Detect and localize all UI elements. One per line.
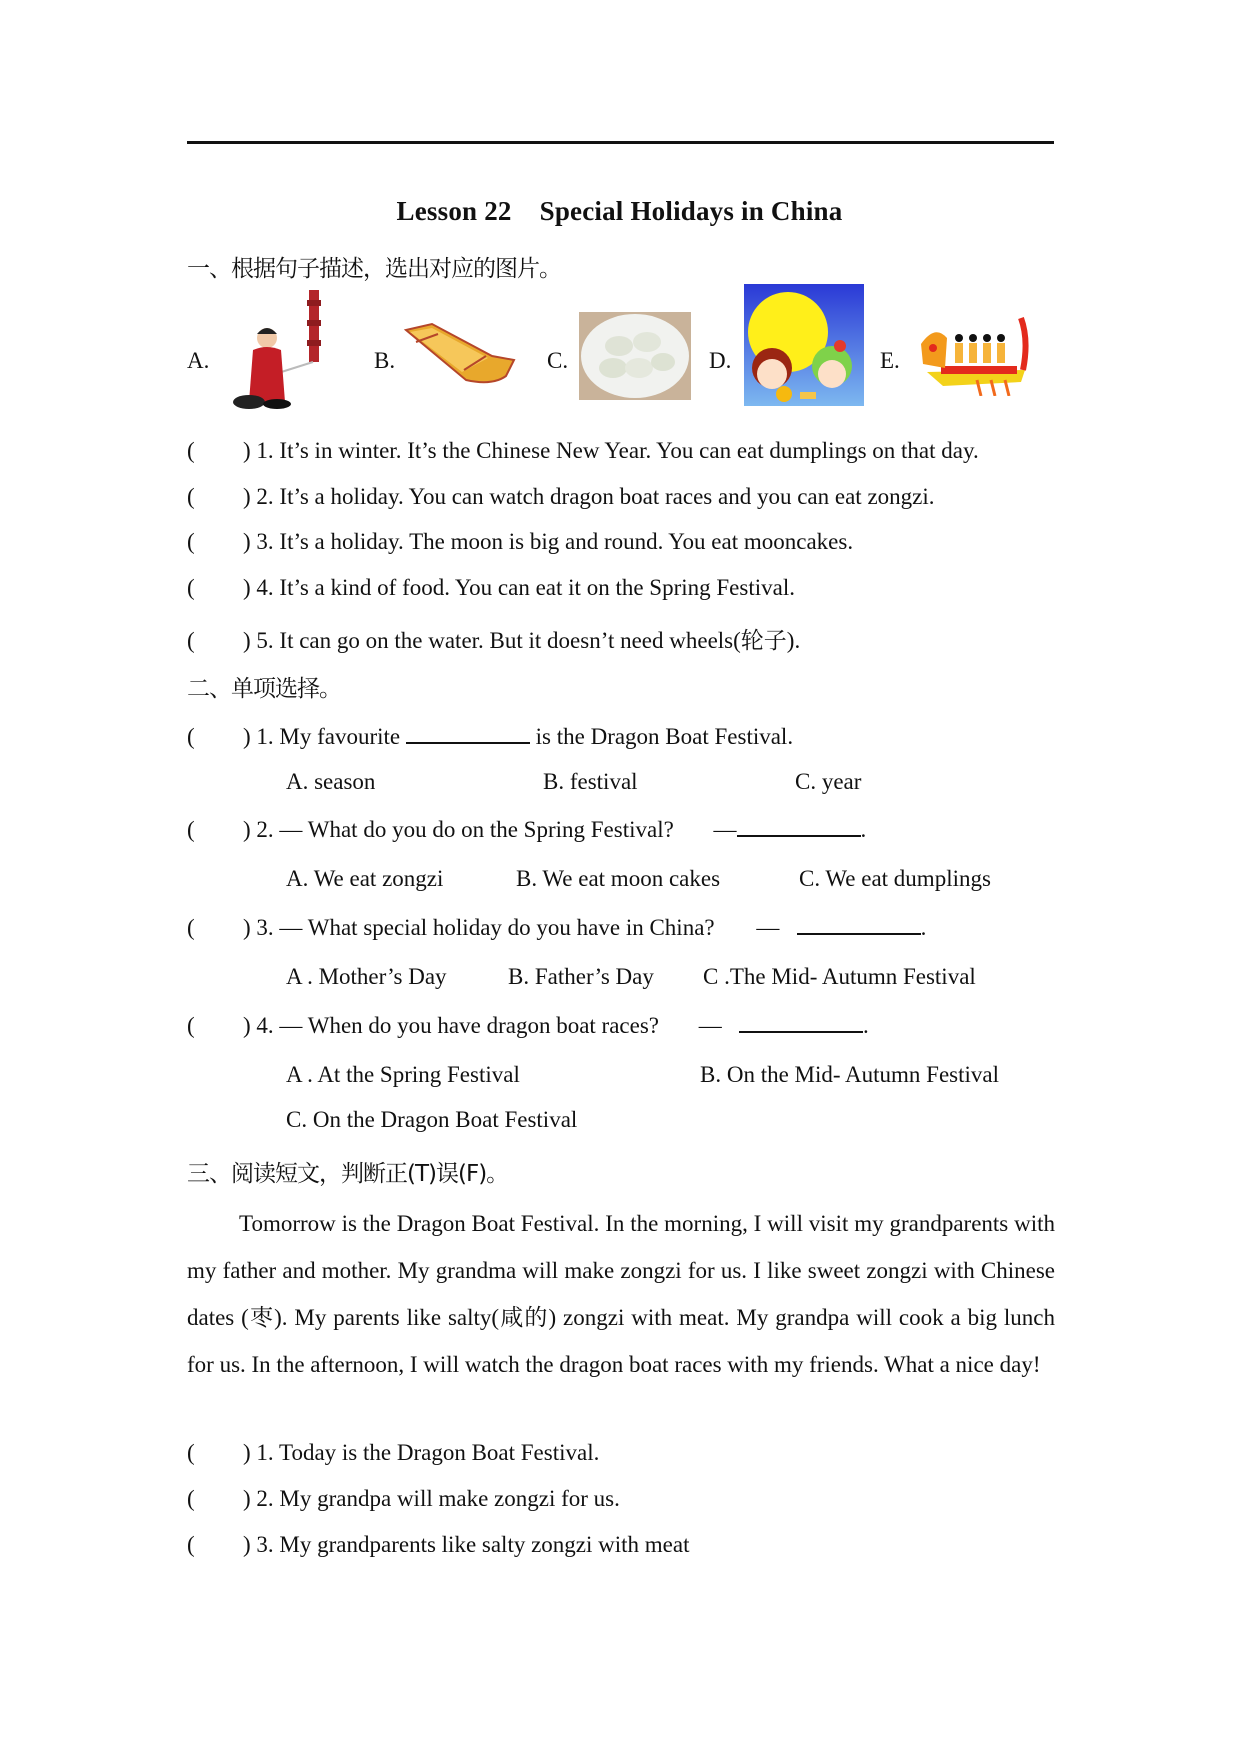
picture-label-b: B. [374,348,396,373]
dragon-boat-race-icon [917,314,1032,396]
tf-item: ( ) 2. My grandpa will make zongzi for us. [187,1486,620,1511]
mc-question: ( ) 1. My favourite is the Dragon Boat Festival. [187,724,794,749]
picture-label-c: C. [547,348,569,373]
option-b: B. On the Mid- Autumn Festival [700,1062,999,1087]
option-b: B. Father’s Day [508,964,654,989]
option-c: C. We eat dumplings [799,866,991,891]
answer-blank[interactable] [737,815,861,837]
option-a: A . Mother’s Day [286,964,447,989]
option-a: A. We eat zongzi [286,866,444,891]
match-item: ( ) 4. It’s a kind of food. You can eat it on the Spring Festival. [187,575,795,600]
option-c: C .The Mid- Autumn Festival [703,964,976,989]
title-lesson: Lesson 22 [396,196,512,226]
mc-question: ( ) 3. — What special holiday do you have in China? — . [187,915,927,940]
tf-item: ( ) 1. Today is the Dragon Boat Festival. [187,1440,600,1465]
mc-question: ( ) 2. — What do you do on the Spring Festival? — . [187,817,867,842]
header-rule [187,141,1054,144]
match-item: ( ) 3. It’s a holiday. The moon is big and round. You eat mooncakes. [187,529,854,554]
option-a: A . At the Spring Festival [286,1062,520,1087]
picture-label-e: E. [880,348,900,373]
wooden-boat-icon [402,320,522,390]
reading-passage [187,1200,1055,1388]
section1-heading: 一、根据句子描述，选出对应的图片。 [187,256,561,282]
picture-label-d: D. [709,348,732,373]
option-a: A. season [286,769,376,794]
match-item: ( ) 2. It’s a holiday. You can watch dragon boat races and you can eat zongzi. [187,484,935,509]
answer-blank[interactable] [739,1011,863,1033]
picture-row [187,290,1067,420]
answer-blank[interactable] [406,722,530,744]
title-topic: Special Holidays in China [539,196,843,226]
mc-question: ( ) 4. — When do you have dragon boat races? — . [187,1013,869,1038]
tf-item: ( ) 3. My grandparents like salty zongzi with meat [187,1532,690,1557]
section2-heading: 二、单项选择。 [187,676,341,702]
passage-text: Tomorrow is the Dragon Boat Festival. In the morning, I will visit my grandparents with my father and mother. My grandma will make zongzi for us. I like sweet zongzi with Chinese dates (枣). My parents like salty(咸的) zongzi with meat. My grandpa will cook a big lunch for us. In the afternoon, I will watch the dragon boat races with my friends. What a nice day! [187,1211,1055,1377]
dumplings-plate-icon [579,312,691,400]
child-with-firecrackers-icon [225,290,325,410]
match-item: ( ) 5. It can go on the water. But it doesn’t need wheels(轮子). [187,628,801,653]
option-c: C. year [795,769,862,794]
option-b: B. festival [543,769,638,794]
section3-heading: 三、阅读短文，判断正(T)误(F)。 [187,1161,509,1187]
option-b: B. We eat moon cakes [516,866,721,891]
picture-label-a: A. [187,348,210,373]
moon-cartoon-kids-mooncake-icon [744,284,864,406]
answer-blank[interactable] [797,913,921,935]
page-title [0,196,1239,227]
match-item: ( ) 1. It’s in winter. It’s the Chinese New Year. You can eat dumplings on that day. [187,438,979,463]
option-c: C. On the Dragon Boat Festival [286,1107,578,1132]
